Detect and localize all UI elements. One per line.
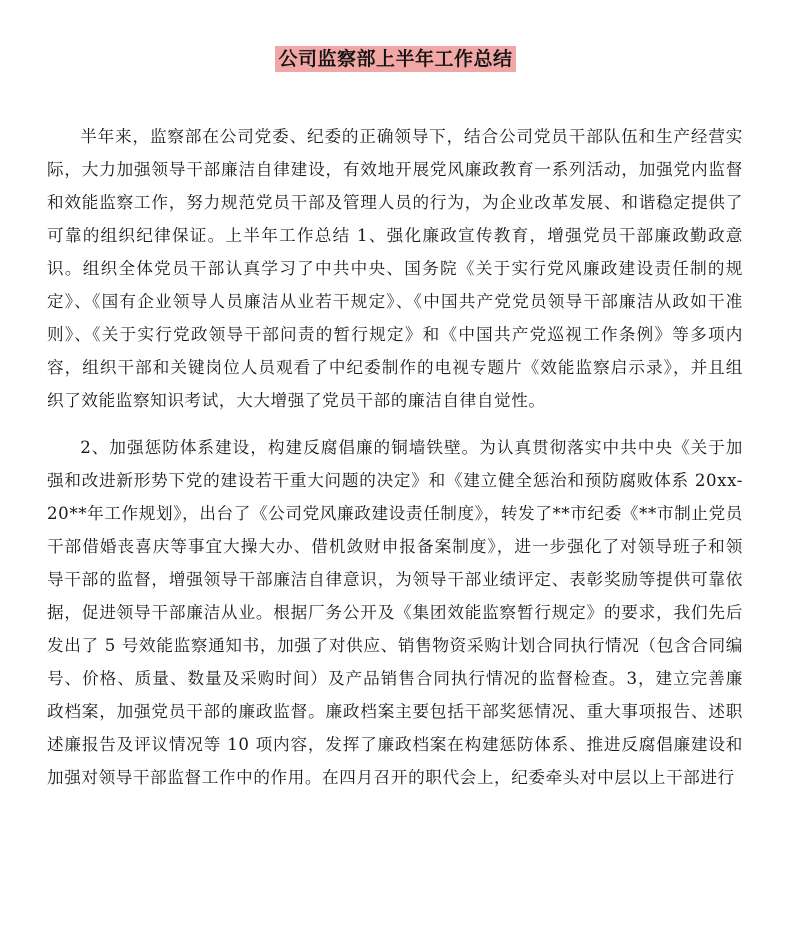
- document-body: [47, 120, 743, 794]
- paragraph-1: 半年来，监察部在公司党委、纪委的正确领导下，结合公司党员干部队伍和生产经营实际，大力加强领导干部廉洁自律建设，有效地开展党风廉政教育一系列活动，加强党内监督和效能监察工作，努力规范党员干部及管理人员的行为，为企业改革发展、和谐稳定提供了可靠的组织纪律保证。上半年工作总结 1、强化廉政宣传教育，增强党员干部廉政勤政意识。组织全体党员干部认真学习了中共中央、国务院《关于实行党风廉政建设责任制的规定》、《国有企业领导人员廉洁从业若干规定》、《中国共产党党员领导干部廉洁从政如干准则》、《关于实行党政领导干部问责的暂行规定》和《中国共产党巡视工作条例》等多项内容，组织干部和关键岗位人员观看了中纪委制作的电视专题片《效能监察启示录》，并且组织了效能监察知识考试，大大增强了党员干部的廉洁自律自觉性。: [47, 127, 743, 410]
- title-container: [0, 46, 791, 72]
- document-title: 公司监察部上半年工作总结: [275, 46, 515, 72]
- paragraph-2: 2、加强惩防体系建设，构建反腐倡廉的铜墙铁壁。为认真贯彻落实中共中央《关于加强和改进新形势下党的建设若干重大问题的决定》和《建立健全惩治和预防腐败体系 20xx-20**年工作规划》，出台了《公司党风廉政建设责任制度》，转发了**市纪委《**市制止党员干部借婚丧喜庆等事宜大操大办、借机敛财申报备案制度》，进一步强化了对领导班子和领导干部的监督，增强领导干部廉洁自律意识，为领导干部业绩评定、表彰奖励等提供可靠依据，促进领导干部廉洁从业。根据厂务公开及《集团效能监察暂行规定》的要求，我们先后发出了 5 号效能监察通知书，加强了对供应、销售物资采购计划合同执行情况（包含合同编号、价格、质量、数量及采购时间）及产品销售合同执行情况的监督检查。3，建立完善廉政档案，加强党员干部的廉政监督。廉政档案主要包括干部奖惩情况、重大事项报告、述职述廉报告及评议情况等 10 项内容，发挥了廉政档案在构建惩防体系、推进反腐倡廉建设和加强对领导干部监督工作中的作用。在四月召开的职代会上，纪委牵头对中层以上干部进行: [47, 438, 743, 787]
